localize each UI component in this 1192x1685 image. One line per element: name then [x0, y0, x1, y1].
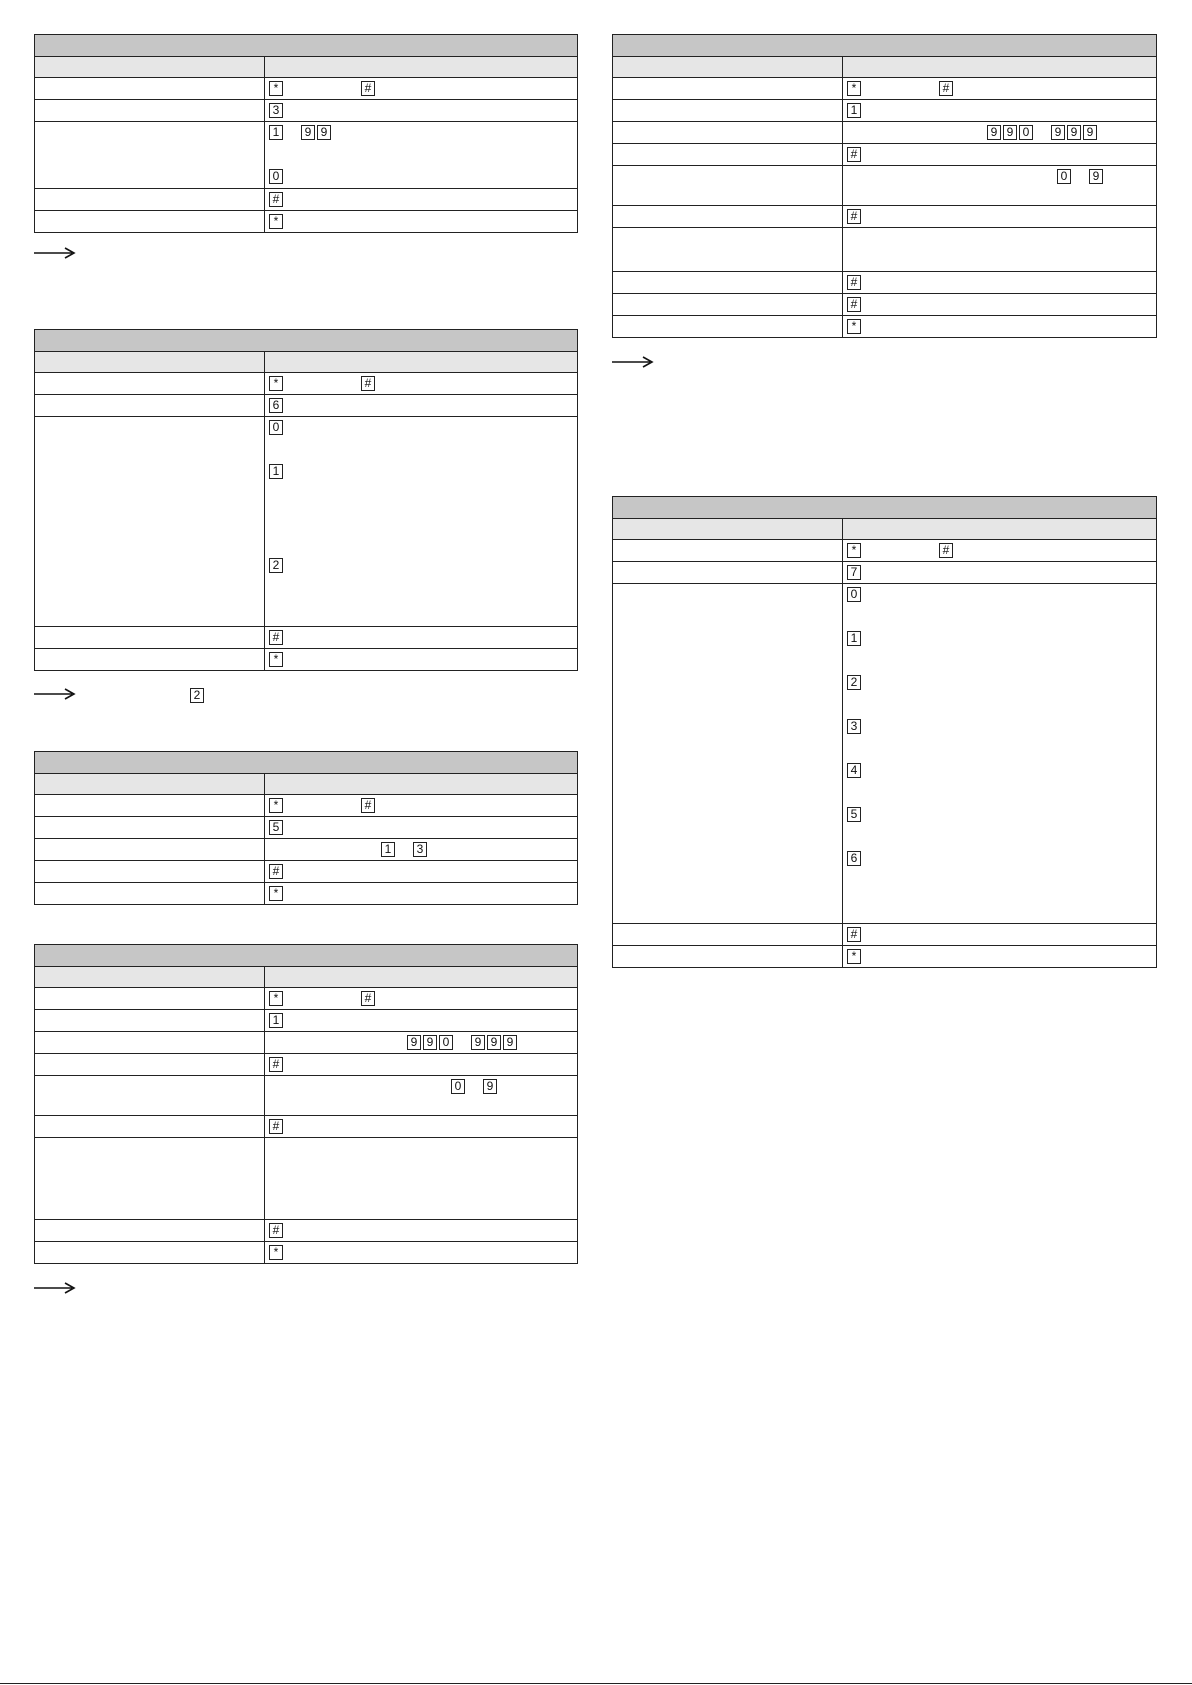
five-key-icon: 5: [847, 807, 861, 822]
zero-key-icon: 0: [1019, 125, 1033, 140]
hash-key-icon: #: [269, 192, 283, 207]
page-bottom-rule: [0, 1683, 1192, 1684]
table-3: [34, 751, 578, 905]
nine-key-icon: 9: [1003, 125, 1017, 140]
star-key-icon: *: [269, 652, 283, 667]
hash-key-icon: #: [847, 927, 861, 942]
hash-key-icon: #: [269, 864, 283, 879]
column-header: [613, 519, 843, 540]
three-key-icon: 3: [269, 103, 283, 118]
three-key-icon: 3: [413, 842, 427, 857]
column-header: [265, 967, 578, 988]
hash-key-icon: #: [939, 81, 953, 96]
table-title: [613, 497, 1157, 519]
star-key-icon: *: [269, 886, 283, 901]
zero-key-icon: 0: [451, 1079, 465, 1094]
star-key-icon: *: [269, 214, 283, 229]
hash-key-icon: #: [361, 81, 375, 96]
one-key-icon: 1: [269, 125, 283, 140]
one-key-icon: 1: [847, 631, 861, 646]
zero-key-icon: 0: [1057, 169, 1071, 184]
nine-key-icon: 9: [503, 1035, 517, 1050]
column-header: [265, 352, 578, 373]
nine-key-icon: 9: [1089, 169, 1103, 184]
hash-key-icon: #: [847, 275, 861, 290]
nine-key-icon: 9: [483, 1079, 497, 1094]
seven-key-icon: 7: [847, 565, 861, 580]
nine-key-icon: 9: [407, 1035, 421, 1050]
nine-key-icon: 9: [317, 125, 331, 140]
hash-key-icon: #: [361, 376, 375, 391]
two-key-icon: 2: [847, 675, 861, 690]
column-header: [35, 352, 265, 373]
column-header: [265, 774, 578, 795]
star-key-icon: *: [269, 798, 283, 813]
star-key-icon: *: [269, 376, 283, 391]
star-key-icon: *: [269, 1245, 283, 1260]
column-header: [35, 774, 265, 795]
column-header: [35, 967, 265, 988]
two-key-icon: 2: [269, 558, 283, 573]
four-key-icon: 4: [847, 763, 861, 778]
table-2: [34, 329, 578, 671]
hash-key-icon: #: [361, 991, 375, 1006]
table-title: [35, 35, 578, 57]
table-title: [35, 945, 578, 967]
arrow-right-icon: [34, 687, 76, 711]
zero-key-icon: 0: [439, 1035, 453, 1050]
two-key-icon: 2: [190, 688, 204, 703]
column-header: [843, 57, 1157, 78]
hash-key-icon: #: [939, 543, 953, 558]
table-title: [613, 35, 1157, 57]
table-6: [612, 496, 1157, 968]
one-key-icon: 1: [847, 103, 861, 118]
one-key-icon: 1: [269, 464, 283, 479]
table-1: [34, 34, 578, 233]
six-key-icon: 6: [269, 398, 283, 413]
table-title: [35, 330, 578, 352]
nine-key-icon: 9: [301, 125, 315, 140]
hash-key-icon: #: [269, 630, 283, 645]
table-5: [612, 34, 1157, 338]
nine-key-icon: 9: [423, 1035, 437, 1050]
star-key-icon: *: [269, 81, 283, 96]
star-key-icon: *: [847, 543, 861, 558]
column-header: [613, 57, 843, 78]
hash-key-icon: #: [269, 1223, 283, 1238]
hash-key-icon: #: [847, 297, 861, 312]
six-key-icon: 6: [847, 851, 861, 866]
arrow-right-icon: [612, 355, 654, 379]
star-key-icon: *: [847, 319, 861, 334]
star-key-icon: *: [847, 949, 861, 964]
nine-key-icon: 9: [987, 125, 1001, 140]
hash-key-icon: #: [269, 1119, 283, 1134]
nine-key-icon: 9: [471, 1035, 485, 1050]
zero-key-icon: 0: [269, 420, 283, 435]
nine-key-icon: 9: [1083, 125, 1097, 140]
arrow-right-icon: [34, 246, 76, 270]
nine-key-icon: 9: [1051, 125, 1065, 140]
one-key-icon: 1: [381, 842, 395, 857]
hash-key-icon: #: [361, 798, 375, 813]
column-header: [265, 57, 578, 78]
table-title: [35, 752, 578, 774]
table-4: [34, 944, 578, 1264]
hash-key-icon: #: [847, 147, 861, 162]
star-key-icon: *: [269, 991, 283, 1006]
zero-key-icon: 0: [847, 587, 861, 602]
star-key-icon: *: [847, 81, 861, 96]
hash-key-icon: #: [847, 209, 861, 224]
column-header: [843, 519, 1157, 540]
nine-key-icon: 9: [487, 1035, 501, 1050]
arrow-right-icon: [34, 1281, 76, 1305]
hash-key-icon: #: [269, 1057, 283, 1072]
nine-key-icon: 9: [1067, 125, 1081, 140]
column-header: [35, 57, 265, 78]
zero-key-icon: 0: [269, 169, 283, 184]
three-key-icon: 3: [847, 719, 861, 734]
five-key-icon: 5: [269, 820, 283, 835]
one-key-icon: 1: [269, 1013, 283, 1028]
